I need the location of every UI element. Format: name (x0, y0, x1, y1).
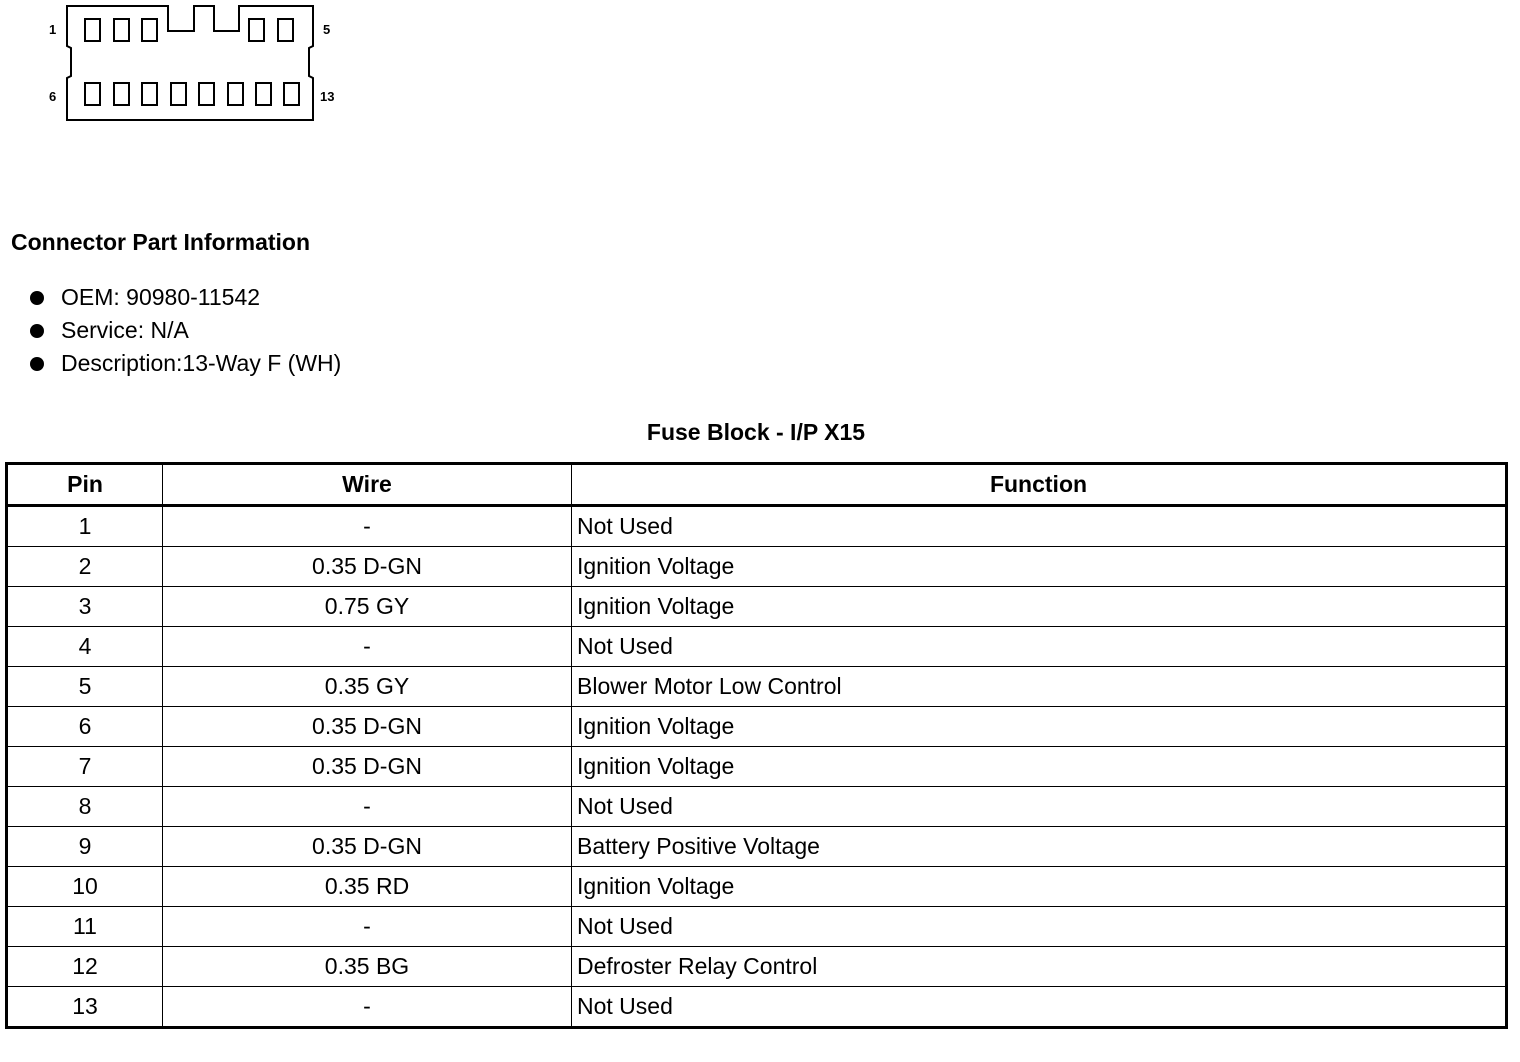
cell-pin: 11 (7, 907, 163, 947)
part-info-service-text: Service: N/A (61, 317, 189, 343)
table-row (7, 627, 1507, 667)
cavity-6 (85, 83, 100, 105)
cell-function: Ignition Voltage (572, 547, 1507, 587)
cavity-13 (284, 83, 299, 105)
part-info-list (30, 281, 341, 380)
part-info-oem-text: OEM: 90980-11542 (61, 284, 261, 310)
header-function: Function (572, 464, 1507, 506)
cell-wire: 0.35 GY (163, 667, 572, 707)
pin-label-top-right: 5 (323, 22, 331, 37)
cell-pin: 5 (7, 667, 163, 707)
cell-function: Ignition Voltage (572, 587, 1507, 627)
cell-wire: - (163, 627, 572, 667)
cell-wire: - (163, 987, 572, 1028)
cavity-7 (114, 83, 129, 105)
cavity-2 (114, 19, 129, 41)
cell-pin: 10 (7, 867, 163, 907)
cavity-8 (142, 83, 157, 105)
cell-wire: 0.35 D-GN (163, 747, 572, 787)
cell-wire: 0.35 RD (163, 867, 572, 907)
cell-pin: 6 (7, 707, 163, 747)
cell-pin: 12 (7, 947, 163, 987)
part-info-description-text: Description:13-Way F (WH) (61, 350, 342, 376)
cell-pin: 4 (7, 627, 163, 667)
cell-wire: - (163, 907, 572, 947)
part-info-title: Connector Part Information (11, 229, 311, 255)
cavity-4 (249, 19, 264, 41)
cell-function: Not Used (572, 506, 1507, 547)
table-row (7, 667, 1507, 707)
cell-function: Not Used (572, 627, 1507, 667)
table-header-row (7, 464, 1507, 506)
pinout-table (5, 462, 1508, 1029)
table-row (7, 547, 1507, 587)
cell-wire: - (163, 506, 572, 547)
cell-function: Not Used (572, 907, 1507, 947)
cavity-10 (199, 83, 214, 105)
connector-outline (67, 6, 313, 120)
cell-function: Ignition Voltage (572, 707, 1507, 747)
table-row (7, 747, 1507, 787)
part-info-item-oem (30, 281, 341, 314)
table-row (7, 947, 1507, 987)
header-wire: Wire (163, 464, 572, 506)
cell-wire: 0.35 D-GN (163, 827, 572, 867)
bullet-icon (30, 324, 44, 338)
cell-pin: 2 (7, 547, 163, 587)
cell-pin: 8 (7, 787, 163, 827)
cell-wire: 0.35 D-GN (163, 547, 572, 587)
cell-pin: 7 (7, 747, 163, 787)
cell-wire: - (163, 787, 572, 827)
cell-function: Battery Positive Voltage (572, 827, 1507, 867)
part-info-item-description (30, 347, 341, 380)
cell-pin: 3 (7, 587, 163, 627)
table-row (7, 787, 1507, 827)
pin-label-top-left: 1 (49, 22, 57, 37)
table-row (7, 707, 1507, 747)
pin-label-bottom-right: 13 (320, 89, 335, 104)
table-title: Fuse Block - I/P X15 (646, 419, 866, 445)
table-row (7, 987, 1507, 1028)
cell-pin: 9 (7, 827, 163, 867)
connector-face-icon (40, 0, 350, 125)
cell-pin: 1 (7, 506, 163, 547)
pin-label-bottom-left: 6 (49, 89, 57, 104)
cavity-1 (85, 19, 100, 41)
cavity-11 (228, 83, 243, 105)
table-row (7, 867, 1507, 907)
cell-wire: 0.35 BG (163, 947, 572, 987)
table-row (7, 506, 1507, 547)
connector-diagram (40, 0, 350, 125)
cavity-3 (142, 19, 157, 41)
cavity-9 (171, 83, 186, 105)
cell-pin: 13 (7, 987, 163, 1028)
cell-wire: 0.75 GY (163, 587, 572, 627)
cell-function: Not Used (572, 987, 1507, 1028)
cell-wire: 0.35 D-GN (163, 707, 572, 747)
bullet-icon (30, 357, 44, 371)
table-row (7, 907, 1507, 947)
bullet-icon (30, 291, 44, 305)
cell-function: Ignition Voltage (572, 747, 1507, 787)
part-info-item-service (30, 314, 341, 347)
cell-function: Defroster Relay Control (572, 947, 1507, 987)
table-row (7, 587, 1507, 627)
cavity-12 (256, 83, 271, 105)
cell-function: Not Used (572, 787, 1507, 827)
cavity-5 (278, 19, 293, 41)
cell-function: Ignition Voltage (572, 867, 1507, 907)
header-pin: Pin (7, 464, 163, 506)
cell-function: Blower Motor Low Control (572, 667, 1507, 707)
table-row (7, 827, 1507, 867)
